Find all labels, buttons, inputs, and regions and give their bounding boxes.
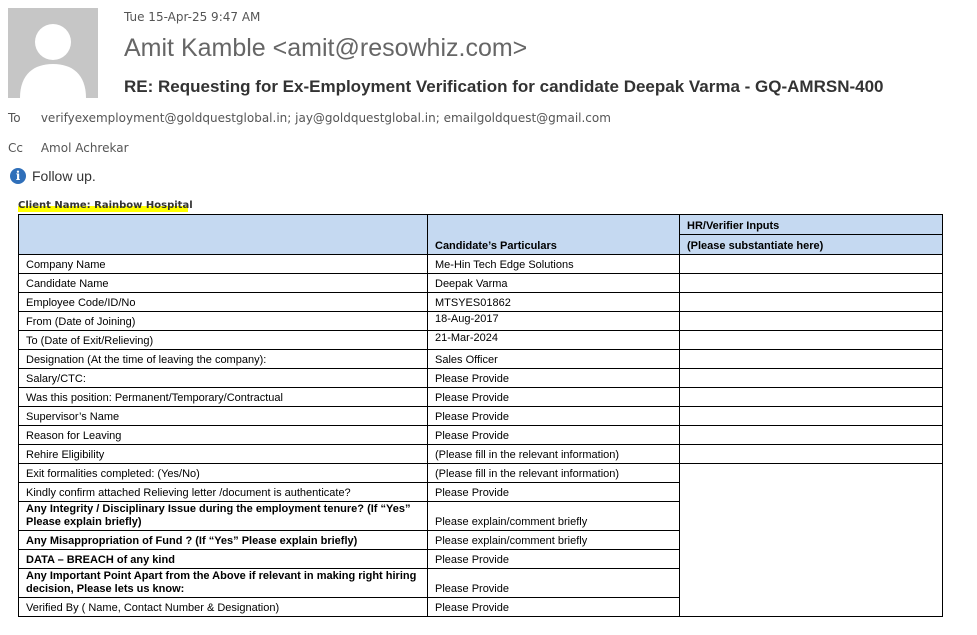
row-value: Please Provide xyxy=(428,369,680,388)
row-label: Any Misappropriation of Fund ? (If “Yes” Please explain briefly) xyxy=(19,531,428,550)
row-value: 18-Aug-2017 xyxy=(428,312,680,331)
header-hr-verifier-inputs: HR/Verifier Inputs xyxy=(680,215,943,235)
cc-row xyxy=(8,141,129,155)
row-value: Please Provide xyxy=(428,388,680,407)
row-label: To (Date of Exit/Relieving) xyxy=(19,331,428,350)
table-row xyxy=(19,369,943,388)
row-input-cell[interactable] xyxy=(680,293,943,312)
row-input-cell[interactable] xyxy=(680,598,943,617)
row-input-cell[interactable] xyxy=(680,483,943,502)
row-label: Was this position: Permanent/Temporary/Contractual xyxy=(19,388,428,407)
row-value: Please Provide xyxy=(428,569,680,598)
row-label: Reason for Leaving xyxy=(19,426,428,445)
client-name-highlight xyxy=(18,200,193,212)
row-value: Please explain/comment briefly xyxy=(428,502,680,531)
person-silhouette-icon xyxy=(8,8,98,98)
row-label: Supervisor’s Name xyxy=(19,407,428,426)
table-row xyxy=(19,331,943,350)
cc-label: Cc xyxy=(8,141,23,155)
row-input-cell[interactable] xyxy=(680,407,943,426)
sender-avatar xyxy=(8,8,98,98)
header-substantiate: (Please substantiate here) xyxy=(680,235,943,255)
row-label: Verified By ( Name, Contact Number & Designation) xyxy=(19,598,428,617)
row-value: Please Provide xyxy=(428,426,680,445)
row-label: Candidate Name xyxy=(19,274,428,293)
row-input-cell[interactable] xyxy=(680,350,943,369)
row-input-cell[interactable] xyxy=(680,274,943,293)
table-row xyxy=(19,569,943,598)
row-input-cell[interactable] xyxy=(680,502,943,531)
cc-recipients[interactable]: Amol Achrekar xyxy=(40,141,129,155)
table-row xyxy=(19,312,943,331)
row-value: MTSYES01862 xyxy=(428,293,680,312)
row-value: Sales Officer xyxy=(428,350,680,369)
follow-up-text: Follow up. xyxy=(32,168,96,184)
row-label: Exit formalities completed: (Yes/No) xyxy=(19,464,428,483)
to-recipients[interactable]: verifyexemployment@goldquestglobal.in; jay@goldquestglobal.in; emailgoldquest@gmail.com xyxy=(40,111,611,125)
header-blank-cell xyxy=(19,215,428,255)
row-value: Me-Hin Tech Edge Solutions xyxy=(428,255,680,274)
verification-table xyxy=(18,214,943,617)
row-value: Deepak Varma xyxy=(428,274,680,293)
table-row xyxy=(19,550,943,569)
row-input-cell[interactable] xyxy=(680,569,943,598)
table-row xyxy=(19,464,943,483)
row-input-cell[interactable] xyxy=(680,426,943,445)
row-label: Any Important Point Apart from the Above if relevant in making right hiring decision, Please lets us know: xyxy=(19,569,428,598)
row-value: Please Provide xyxy=(428,483,680,502)
row-input-cell[interactable] xyxy=(680,369,943,388)
client-name-text: Client Name: Rainbow Hospital xyxy=(18,200,193,211)
row-label: Designation (At the time of leaving the company): xyxy=(19,350,428,369)
row-label: Salary/CTC: xyxy=(19,369,428,388)
row-value: (Please fill in the relevant information) xyxy=(428,445,680,464)
row-input-cell[interactable] xyxy=(680,255,943,274)
table-row xyxy=(19,426,943,445)
table-row xyxy=(19,531,943,550)
row-value: Please Provide xyxy=(428,598,680,617)
row-input-cell[interactable] xyxy=(680,312,943,331)
table-row xyxy=(19,388,943,407)
table-row xyxy=(19,255,943,274)
row-label: DATA – BREACH of any kind xyxy=(19,550,428,569)
row-input-cell[interactable] xyxy=(680,464,943,483)
row-value: Please Provide xyxy=(428,550,680,569)
email-date: Tue 15-Apr-25 9:47 AM xyxy=(124,10,261,24)
row-input-cell[interactable] xyxy=(680,550,943,569)
table-row xyxy=(19,598,943,617)
to-label: To xyxy=(8,111,21,125)
follow-up-flag[interactable] xyxy=(10,168,96,184)
info-icon: i xyxy=(10,168,26,184)
table-row xyxy=(19,445,943,464)
table-header-row-1 xyxy=(19,215,943,235)
row-label: Any Integrity / Disciplinary Issue during the employment tenure? (If “Yes” Please explain briefly) xyxy=(19,502,428,531)
table-row xyxy=(19,274,943,293)
email-subject: RE: Requesting for Ex-Employment Verification for candidate Deepak Varma - GQ-AMRSN-400 xyxy=(124,77,884,96)
row-input-cell[interactable] xyxy=(680,331,943,350)
row-value: (Please fill in the relevant information) xyxy=(428,464,680,483)
table-row xyxy=(19,502,943,531)
header-candidate-particulars: Candidate’s Particulars xyxy=(428,215,680,255)
to-row xyxy=(8,111,611,125)
row-label: From (Date of Joining) xyxy=(19,312,428,331)
row-label: Company Name xyxy=(19,255,428,274)
row-label: Employee Code/ID/No xyxy=(19,293,428,312)
table-row xyxy=(19,483,943,502)
row-input-cell[interactable] xyxy=(680,531,943,550)
table-row xyxy=(19,293,943,312)
row-input-cell[interactable] xyxy=(680,388,943,407)
table-row xyxy=(19,350,943,369)
row-input-cell[interactable] xyxy=(680,445,943,464)
row-value: 21-Mar-2024 xyxy=(428,331,680,350)
row-value: Please Provide xyxy=(428,407,680,426)
table-row xyxy=(19,407,943,426)
email-sender[interactable]: Amit Kamble <amit@resowhiz.com> xyxy=(124,34,528,62)
row-value: Please explain/comment briefly xyxy=(428,531,680,550)
row-label: Rehire Eligibility xyxy=(19,445,428,464)
row-label: Kindly confirm attached Relieving letter /document is authenticate? xyxy=(19,483,428,502)
